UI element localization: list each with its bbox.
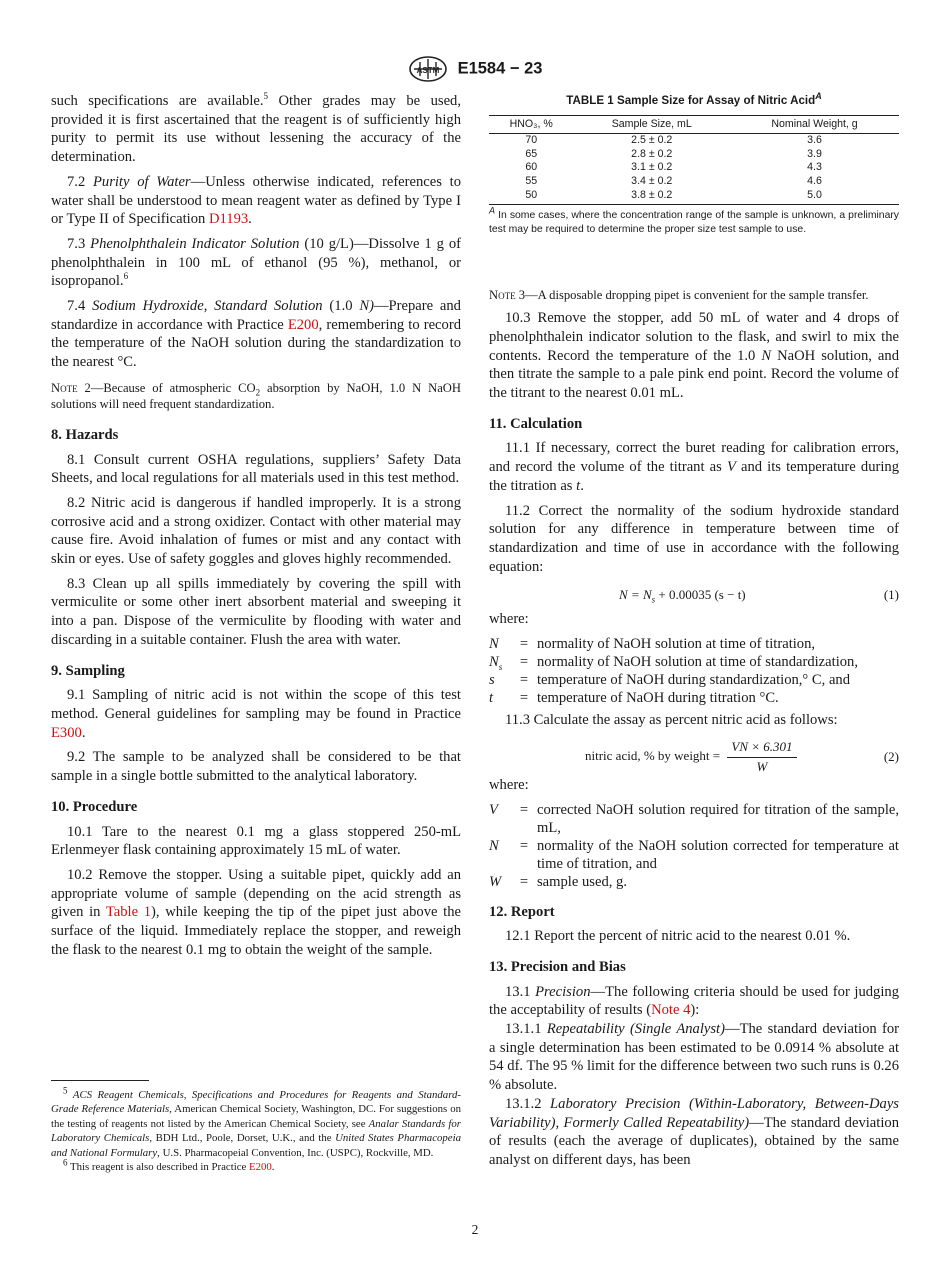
section-13-1-1: 13.1.1 Repeatability (Single Analyst)—The standard deviation for a single determination has been estimated to be 0.0914 % absolute at 54 df. The 95 % limit for the difference between two such runs is 0.26 % absolute.	[489, 1021, 899, 1094]
equation-1-number: (1)	[883, 587, 899, 603]
footnotes	[51, 1085, 462, 1174]
col-header-nominal-weight: Nominal Weight, g	[730, 115, 899, 134]
section-10-2: 10.2 Remove the stopper. Using a suitable pipet, quickly add an appropriate volume of sample (depending on the acid strength as given in Table 1), while keeping the tip of the pipet just above the surface of the liquid. Immediately replace the stopper, and reweigh the flask to the nearest 0.1 mg to obtain the weight of the sample.	[51, 866, 461, 958]
heading-8-hazards: 8. Hazards	[51, 426, 119, 443]
ref-e200-footnote-link[interactable]: E200	[249, 1161, 272, 1174]
footnote-6: $^6$ This reagent is also described in Practice E200.	[63, 1157, 275, 1174]
table-row	[489, 148, 899, 162]
ref-table1-link[interactable]: Table 1	[105, 904, 152, 921]
heading-11-calculation: 11. Calculation	[489, 415, 583, 432]
table-1	[489, 92, 899, 237]
table-cell: 2.8 ± 0.2	[631, 147, 673, 160]
astm-logo-icon	[408, 56, 448, 82]
table-cell: 3.4 ± 0.2	[631, 175, 673, 188]
right-column	[489, 92, 899, 1176]
table-cell: 70	[525, 134, 538, 147]
left-column	[51, 92, 461, 965]
table-cell: 55	[525, 175, 538, 188]
section-10-3: 10.3 Remove the stopper, add 50 mL of water and 4 drops of phenolphthalein indicator solution to the flask, and swirl to mix the contents. Record the temperature of the 1.0 N NaOH solution, and then titrate the sample to a pale pink end point. Record the volume of the titrant to the nearest 0.01 mL.	[489, 310, 899, 402]
table-row	[489, 175, 899, 189]
heading-9-sampling: 9. Sampling	[51, 662, 125, 679]
table-cell: 60	[525, 161, 538, 174]
col-header-hno3: HNO₃, %	[489, 115, 573, 134]
equation-1-expression: $N = N_s + 0.00035$ (s − t)	[619, 587, 746, 605]
section-7-4: 7.4 Sodium Hydroxide, Standard Solution (1.0 N)—Prepare and standardize in accordance with Practice E200, remembering to record the temperature of the NaOH solution during the standardization to the nearest °C.	[51, 298, 461, 371]
page-number: 2	[471, 1222, 479, 1237]
ref-e200-link[interactable]: E200	[287, 316, 319, 333]
equation-2-expression: nitric acid, % by weight = $\frac{VN \times 6.301}{W}$	[585, 738, 797, 776]
equation-1	[489, 582, 899, 610]
definitions-2	[489, 801, 899, 891]
definition-row: s = temperature of NaOH during standardization,° C, and	[489, 672, 851, 689]
table-cell: 65	[525, 147, 538, 160]
section-9-1: 9.1 Sampling of nitric acid is not within the scope of this test method. General guidelines for sampling may be found in Practice E300.	[51, 687, 461, 741]
table-cell: 4.3	[807, 161, 822, 174]
definition-row: $N_s$ = normality of NaOH solution at time of standardization,	[489, 654, 858, 673]
section-11-3: 11.3 Calculate the assay as percent nitric acid as follows:	[505, 712, 838, 729]
heading-12-report: 12. Report	[489, 903, 555, 920]
table-row	[489, 161, 899, 175]
standard-designation: E1584 − 23	[457, 59, 543, 78]
table-cell: 3.6	[807, 134, 822, 147]
definitions-1	[489, 635, 899, 707]
section-13-1-2: 13.1.2 Laboratory Precision (Within-Laboratory, Between-Days Variability), Formerly Called Repeatability)—The standard deviation of results (each the average of duplicates), obtained by the same analyst on different days, has been	[489, 1095, 899, 1168]
ref-d1193-link[interactable]: D1193	[208, 211, 249, 228]
table-cell: 50	[489, 189, 573, 205]
section-12-1: 12.1 Report the percent of nitric acid to the nearest 0.01 %.	[505, 928, 851, 945]
section-7-2: 7.2 Purity of Water—Unless otherwise indicated, references to water shall be understood to mean reagent water as defined by Type I or Type II of Specification D1193.	[51, 173, 462, 228]
col-header-sample-size: Sample Size, mL	[573, 115, 730, 134]
where-label-2: where:	[489, 776, 529, 793]
page-header	[0, 56, 950, 82]
equation-2	[489, 736, 899, 776]
heading-13-precision-bias: 13. Precision and Bias	[489, 958, 626, 975]
section-11-1: 11.1 If necessary, correct the buret reading for calibration errors, and record the volume of the titrant as V and its temperature during the titration as t.	[489, 440, 899, 494]
table-1-caption: TABLE 1 Sample Size for Assay of Nitric Acid$^A$	[566, 91, 822, 107]
where-label-1: where:	[489, 611, 529, 628]
definition-row: t = temperature of NaOH during titration °C.	[489, 690, 779, 707]
section-8-3: 8.3 Clean up all spills immediately by covering the spill with vermiculite or some other inert absorbent material and sweeping it into a pan. Dispose of the vermiculite by flooding with water and discarding in a suitable container. Flush the area with water.	[51, 575, 461, 648]
svg-text:ASTM: ASTM	[416, 66, 439, 75]
table-row	[489, 189, 899, 205]
definition-row: W = sample used, g.	[489, 873, 627, 890]
heading-10-procedure: 10. Procedure	[51, 798, 138, 815]
section-7-3: 7.3 Phenolphthalein Indicator Solution (10 g/L)—Dissolve 1 g of phenolphthalein in 100 mL of ethanol (95 %), methanol, or isopropanol.$^6$	[51, 235, 461, 290]
table-1-grid	[489, 115, 899, 206]
footnote-divider	[51, 1080, 149, 1081]
table-1-footnote: $^A$ In some cases, where the concentration range of the sample is unknown, a preliminary test may be required to determine the proper size test sample to use.	[489, 205, 899, 236]
ref-e300-link[interactable]: E300	[51, 724, 82, 741]
definition-row: N = normality of the NaOH solution corrected for temperature at time of titration, and	[489, 837, 899, 872]
ref-note4-link[interactable]: Note 4	[651, 1002, 691, 1019]
table-cell: 3.9	[807, 147, 822, 160]
section-9-2: 9.2 The sample to be analyzed shall be considered to be that sample in a single bottle submitted to the analytical laboratory.	[51, 749, 461, 785]
note-2: Note 2—Because of atmospheric $CO_2$ absorption by NaOH, 1.0 N NaOH solutions will need frequent standardization.	[51, 380, 461, 411]
table-cell: 3.1 ± 0.2	[631, 161, 673, 174]
definition-row: N = normality of NaOH solution at time of titration,	[489, 636, 816, 653]
table-cell: 2.5 ± 0.2	[631, 134, 673, 147]
paragraph-7-1-continued: such specifications are available.$^5$ Other grades may be used, provided it is first ascertained that the reagent is of sufficiently high purity to permit its use without lessening the accuracy of the determination.	[51, 91, 461, 166]
table-header-row	[489, 115, 899, 134]
section-8-2: 8.2 Nitric acid is dangerous if handled improperly. It is a strong corrosive acid and a strong oxidizer. Contact with other material may cause fire. Avoid inhalation of fumes or mist and any contact with skin or eyes. Use of safety goggles and gloves highly recommended.	[51, 494, 461, 568]
section-8-1: 8.1 Consult current OSHA regulations, suppliers’ Safety Data Sheets, and local regulations for all materials used in this test method.	[51, 451, 461, 487]
section-10-1: 10.1 Tare to the nearest 0.1 mg a glass stoppered 250-mL Erlenmeyer flask containing approximately 15 mL of water.	[51, 823, 461, 859]
definition-row: V = corrected NaOH solution required for titration of the sample, mL,	[489, 801, 899, 836]
footnote-5: $^5$ ACS Reagent Chemicals, Specifications and Procedures for Reagents and Standard-Grade Reference Materials, American Chemical Society, Washington, DC. For suggestions on the testing of reagents not listed by the American Chemical Society, see Analar Standards for Laboratory Chemicals, BDH Ltd., Poole, Dorset, U.K., and the United States Pharmacopeia and National Formulary, U.S. Pharmacopeial Convention, Inc. (USPC), Rockville, MD.	[51, 1085, 462, 1159]
table-row	[489, 134, 899, 148]
table-cell: 4.6	[807, 175, 822, 188]
table-cell: 3.8 ± 0.2	[573, 189, 730, 205]
section-13-1: 13.1 Precision—The following criteria should be used for judging the acceptability of results (Note 4):	[489, 983, 899, 1019]
table-cell: 5.0	[730, 189, 899, 205]
note-3: Note 3—A disposable dropping pipet is convenient for the sample transfer.	[489, 288, 869, 303]
section-11-2: 11.2 Correct the normality of the sodium hydroxide standard solution for any difference in temperature between time of standardization and time of use in accordance with the following equation:	[489, 502, 899, 575]
equation-2-number: (2)	[883, 748, 899, 764]
